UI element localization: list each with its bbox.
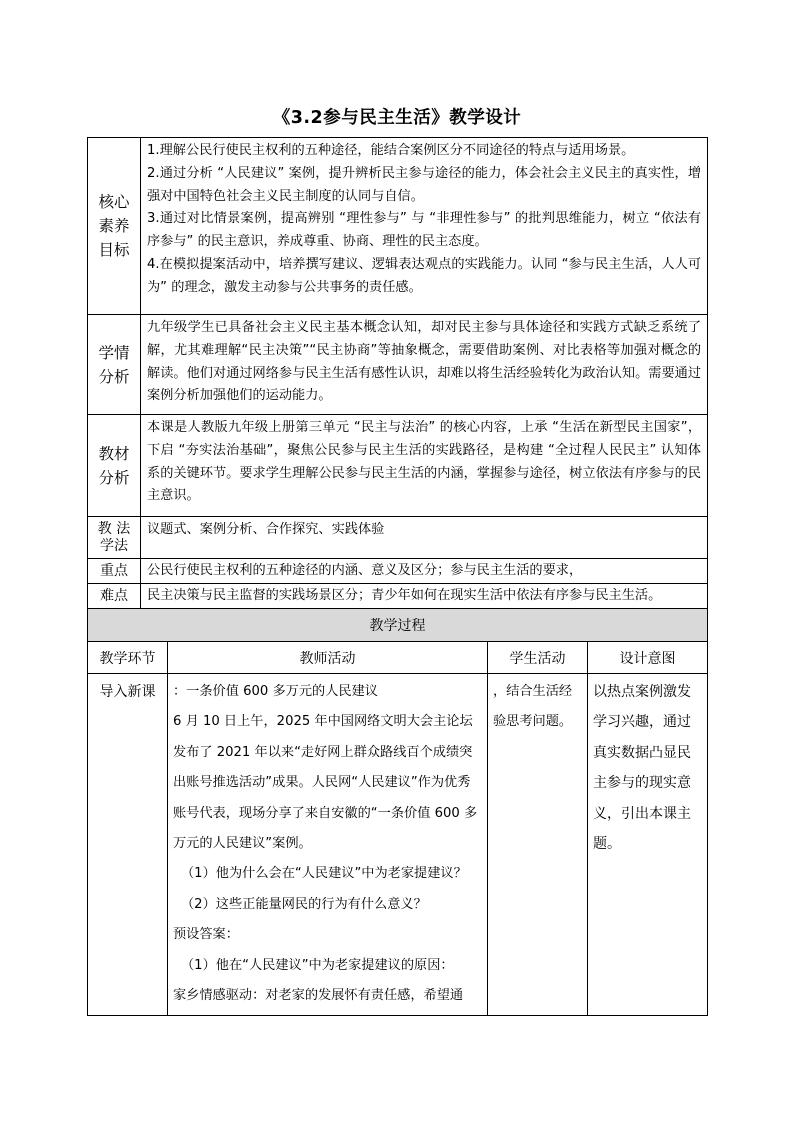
process-header: 教学过程 bbox=[88, 609, 708, 642]
teacher-activity-line: （1）他为什么会在“人民建议”中为老家提建议？ bbox=[181, 866, 467, 882]
design-intent-cell: 以热点案例激发学习兴趣，通过真实数据凸显民主参与的现实意义，引出本课主题。 bbox=[588, 674, 708, 1016]
goal-item: 1.理解公民行使民主权利的五种途径，能结合案例区分不同途径的特点与适用场景。 bbox=[147, 143, 635, 158]
core-goals-content bbox=[141, 138, 708, 315]
process-column-headers bbox=[88, 642, 708, 674]
column-header-student: 学生活动 bbox=[488, 642, 588, 674]
teacher-activity-line: 预设答案： bbox=[173, 927, 239, 943]
column-header-stage: 教学环节 bbox=[88, 642, 168, 674]
column-header-teacher: 教师活动 bbox=[168, 642, 488, 674]
core-goals-label: 核心 素养 目标 bbox=[88, 138, 141, 315]
difficult-points-row bbox=[88, 584, 708, 609]
student-activity-cell: ，结合生活经验思考问题。 bbox=[488, 674, 588, 1016]
textbook-analysis-content: 本课是人教版九年级上册第三单元 “民主与法治” 的核心内容，上承 “生活在新型民主国家”，下启 “夯实法治基础”，聚焦公民参与民主生活的实践路径，是构建 “全过程人民民主” 认知体系的关键环节。要求学生理解公民参与民主生活的内涵，掌握参与途径，树立依法有序参与的民主意识。 bbox=[141, 415, 708, 517]
student-analysis-content: 九年级学生已具备社会主义民主基本概念认知，却对民主参与具体途径和实践方式缺乏系统了解，尤其难理解“民主决策”“民主协商”等抽象概念，需要借助案例、对比表格等加强对概念的解读。他们对通过网络参与民主生活有感性认识，却难以将生活经验转化为政治认知。需要通过案例分析加强他们的运动能力。 bbox=[141, 315, 708, 415]
methods-content: 议题式、案例分析、合作探究、实践体验 bbox=[141, 517, 708, 559]
student-analysis-label: 学情 分析 bbox=[88, 315, 141, 415]
student-analysis-row bbox=[88, 315, 708, 415]
key-points-content: 公民行使民主权利的五种途径的内涵、意义及区分；参与民主生活的要求， bbox=[141, 559, 708, 584]
textbook-analysis-label: 教材 分析 bbox=[88, 415, 141, 517]
process-row-intro bbox=[88, 674, 708, 1016]
teacher-activity-line: （1）他在“人民建议”中为老家提建议的原因： bbox=[181, 957, 454, 973]
teacher-activity-line: 家乡情感驱动：对老家的发展怀有责任感，希望通 bbox=[173, 988, 464, 1004]
goal-item: 4.在模拟提案活动中，培养撰写建议、逻辑表达观点的实践能力。认同 “参与民主生活，人人可为” 的理念，激发主动参与公共事务的责任感。 bbox=[147, 256, 702, 295]
goal-item: 2.通过分析 “人民建议” 案例，提升辨析民主参与途径的能力，体会社会主义民主的真实性，增强对中国特色社会主义民主制度的认同与自信。 bbox=[147, 165, 702, 204]
stage-cell: 导入新课 bbox=[88, 674, 168, 1016]
textbook-analysis-row bbox=[88, 415, 708, 517]
column-header-intent: 设计意图 bbox=[588, 642, 708, 674]
process-header-row bbox=[88, 609, 708, 642]
teacher-activity-cell bbox=[168, 674, 488, 1016]
teacher-activity-line: （2）这些正能量网民的行为有什么意义？ bbox=[181, 896, 427, 912]
goal-item: 3.通过对比情景案例，提高辨别 “理性参与” 与 “非理性参与” 的批判思维能力，树立 “依法有序参与” 的民主意识，养成尊重、协商、理性的民主态度。 bbox=[147, 211, 702, 250]
teacher-activity-line: ：一条价值 600 多万元的人民建议 bbox=[173, 684, 378, 699]
methods-label: 教 法 学法 bbox=[88, 517, 141, 559]
page-title: 《3.2参与民主生活》教学设计 bbox=[272, 108, 522, 128]
lesson-plan-table bbox=[87, 137, 708, 1016]
difficult-points-label: 难点 bbox=[88, 584, 141, 609]
core-goals-row bbox=[88, 138, 708, 315]
teacher-activity-line: 6 月 10 日上午，2025 年中国网络文明大会主论坛发布了 2021 年以来“走好网上群众路线百个成绩突出账号推选活动”成果。人民网“人民建议”作为优秀账号代表，现场分享了来自安徽的“一条价值 600 多万元的人民建议”案例。 bbox=[173, 714, 478, 852]
methods-row bbox=[88, 517, 708, 559]
difficult-points-content: 民主决策与民主监督的实践场景区分；青少年如何在现实生活中依法有序参与民主生活。 bbox=[141, 584, 708, 609]
key-points-row bbox=[88, 559, 708, 584]
key-points-label: 重点 bbox=[88, 559, 141, 584]
